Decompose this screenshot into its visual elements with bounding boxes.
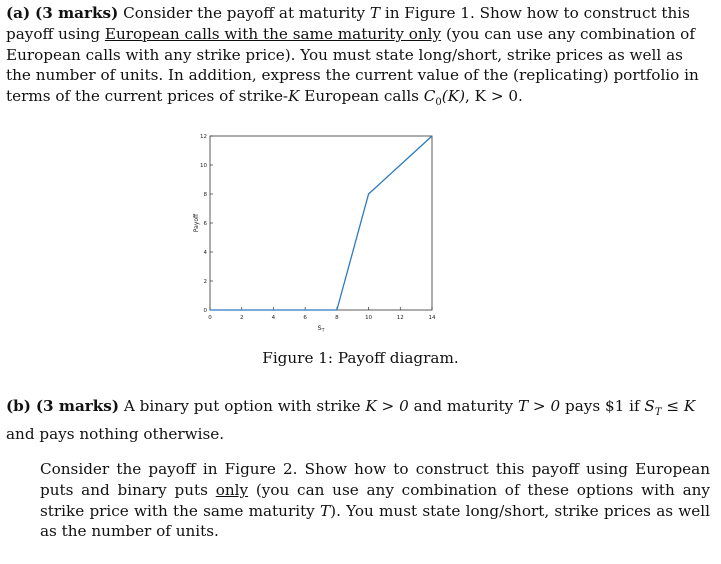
x-tick-label-4: 8 bbox=[335, 315, 339, 321]
part-b-cond-1: K > 0 bbox=[365, 397, 409, 415]
part-b-cond-3: S bbox=[644, 397, 655, 415]
x-tick-label-0: 0 bbox=[208, 315, 212, 321]
part-b-body-text-3: ). You must state long/short, strike prices as well as the number of units. bbox=[40, 501, 711, 541]
part-a-text-5: , K > 0. bbox=[465, 87, 523, 106]
part-b-body-text-2: (you can use any combination of these options with any strike price with the same maturity bbox=[40, 480, 711, 520]
part-a-text-3: (you can use any combination of European calls with any strike price). You must state long/short, strike prices as well as the number of units. In addition, express the current value of the (replicating) portfolio in terms of the current prices of strike- bbox=[6, 24, 699, 106]
question-part-b bbox=[6, 396, 711, 445]
part-a-label: (a) bbox=[6, 4, 31, 22]
part-a-marks: (3 marks) bbox=[35, 4, 119, 22]
part-b-cond-2: T > 0 bbox=[517, 397, 561, 415]
x-tick-label-6: 12 bbox=[396, 315, 404, 321]
payoff-chart bbox=[188, 128, 450, 343]
part-b-cond-3-sub: T bbox=[654, 407, 662, 419]
part-b-body-text-1: Consider the payoff in Figure 2. Show how to construct this payoff using European puts and binary puts bbox=[40, 460, 710, 499]
x-tick-label-2: 4 bbox=[271, 315, 276, 321]
part-b-text-3: pays $1 if bbox=[564, 397, 640, 415]
x-axis-label-sub: T bbox=[321, 328, 325, 334]
y-tick-label-3: 6 bbox=[203, 221, 207, 227]
part-b-text-4: and pays nothing otherwise. bbox=[6, 424, 225, 443]
y-tick-label-4: 8 bbox=[203, 192, 207, 198]
part-a-underlined: European calls with the same maturity only bbox=[104, 24, 442, 43]
part-b-label: (b) bbox=[6, 397, 31, 415]
part-b-body-underlined: only bbox=[215, 480, 249, 499]
y-axis-label: Payoff bbox=[193, 213, 200, 233]
y-tick-label-5: 10 bbox=[200, 163, 207, 169]
x-tick-label-3: 6 bbox=[303, 315, 307, 321]
part-b-marks: (3 marks) bbox=[35, 397, 120, 415]
part-a-text-4: European calls bbox=[304, 87, 419, 106]
y-tick-label-2: 4 bbox=[203, 250, 207, 256]
part-a-K: K bbox=[288, 87, 300, 106]
part-a-c0k: C bbox=[423, 87, 436, 106]
part-a-sub0: 0 bbox=[435, 97, 442, 109]
plot-frame bbox=[210, 136, 432, 310]
part-b-body-T: T bbox=[320, 501, 331, 520]
part-b-text-2: and maturity bbox=[413, 397, 514, 415]
part-a-T: T bbox=[369, 4, 381, 22]
question-part-a bbox=[6, 3, 711, 114]
x-tick-label-7: 14 bbox=[428, 315, 436, 321]
x-axis-label: $S_T$ bbox=[317, 324, 325, 334]
x-tick-label-5: 10 bbox=[365, 315, 373, 321]
part-b-cond-3-rest: ≤ K bbox=[666, 397, 696, 415]
part-a-text-1: Consider the payoff at maturity bbox=[123, 4, 366, 22]
y-tick-label-6: 12 bbox=[200, 134, 207, 140]
question-part-b-body bbox=[40, 459, 710, 542]
part-a-paren-k: (K) bbox=[441, 87, 465, 106]
figure-caption: Figure 1: Payoff diagram. bbox=[262, 349, 459, 367]
part-a-text-2: in Figure 1. Show how to construct this payoff using bbox=[6, 4, 690, 43]
y-tick-label-0: 0 bbox=[203, 308, 207, 314]
y-tick-label-1: 2 bbox=[203, 279, 207, 285]
x-tick-label-1: 2 bbox=[239, 315, 244, 321]
part-b-text-1: A binary put option with strike bbox=[123, 397, 361, 415]
